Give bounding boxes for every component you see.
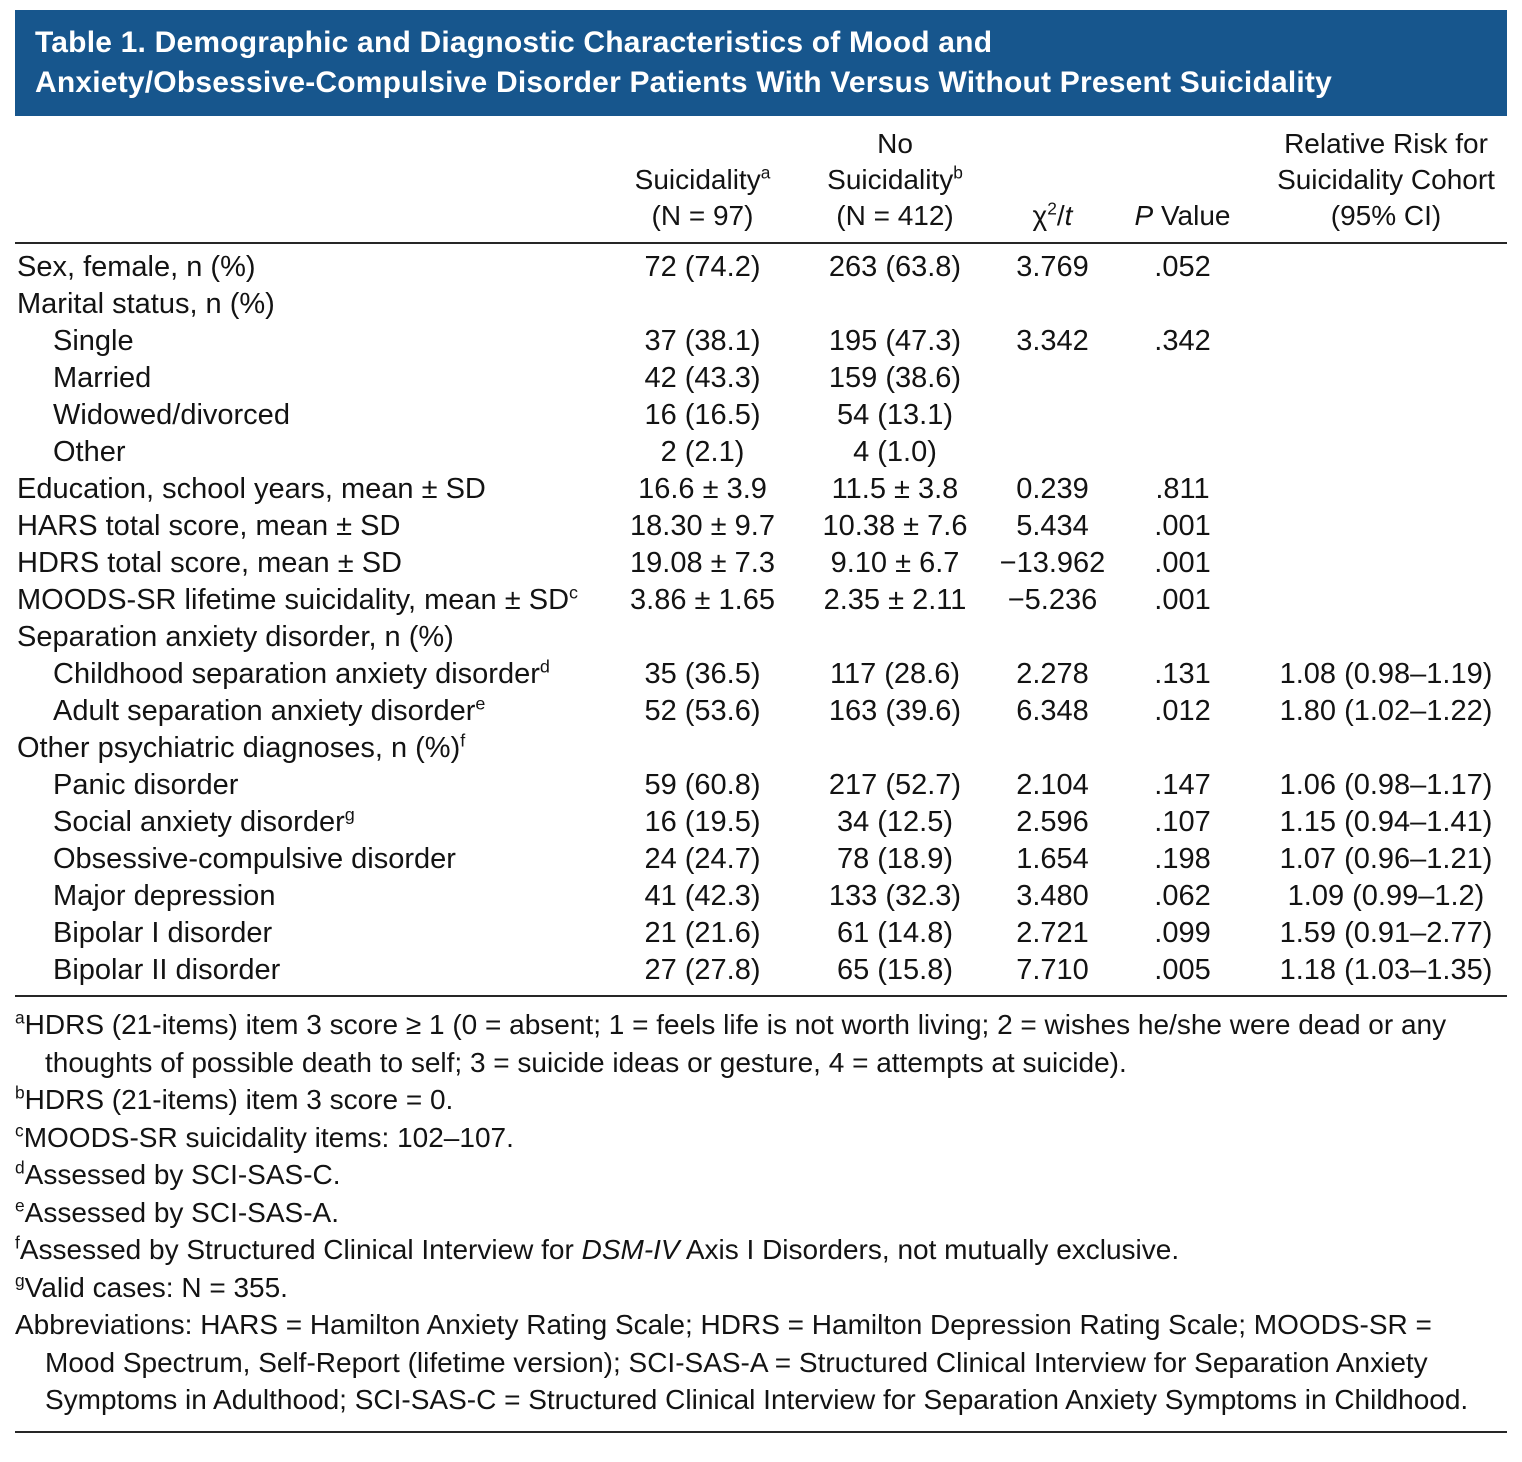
- table-row: [15, 545, 1507, 582]
- table-row: [15, 841, 1507, 878]
- table-row: [15, 286, 1507, 323]
- cell-p-value: .052: [1154, 251, 1211, 283]
- cell-p-value: .147: [1154, 769, 1211, 801]
- footnote-a: $^a$HDRS (21-items) item 3 score ≥ 1 (0 = absent; 1 = feels life is not worth living; 2 = wishes he/she were dead or any thoughts of possible death to self; 3 = suicide ideas or gesture, 4 = attempts at suicide).: [15, 1007, 1447, 1078]
- cell-suicidality: 72 (74.2): [644, 251, 761, 283]
- cell-no-suicidality: 217 (52.7): [828, 769, 962, 801]
- cell-chi2-t: 1.654: [1016, 843, 1089, 875]
- cell-suicidality: [600, 730, 805, 767]
- row-label: Other: [53, 436, 126, 468]
- cell-chi2-t: 0.239: [1016, 473, 1089, 505]
- cell-p-value: .131: [1154, 658, 1211, 690]
- column-header-line: $\chi^2/t$: [1032, 198, 1073, 231]
- table-row: [15, 360, 1507, 397]
- row-label: HARS total score, mean ± SD: [17, 510, 401, 542]
- row-label: Bipolar I disorder: [53, 917, 273, 949]
- cell-no-suicidality: 163 (39.6): [828, 695, 962, 727]
- column-header-p-value: [1120, 198, 1245, 234]
- cell-chi2-t: 3.480: [1016, 880, 1089, 912]
- cell-relative-risk: [1245, 323, 1507, 360]
- footnote-marker: c: [15, 1120, 24, 1141]
- footnote-marker: e: [15, 1195, 25, 1216]
- cell-chi2-t: 7.710: [1016, 954, 1089, 986]
- cell-relative-risk: [1245, 360, 1507, 397]
- cell-suicidality: 42 (43.3): [644, 362, 761, 394]
- column-header-line: Relative Risk for: [1284, 128, 1488, 159]
- cell-no-suicidality: 10.38 ± 7.6: [822, 510, 968, 542]
- cell-p-value: .062: [1154, 880, 1211, 912]
- cell-relative-risk: 1.07 (0.96–1.21): [1279, 843, 1493, 875]
- cell-chi2-t: [985, 286, 1120, 323]
- cell-relative-risk: [1245, 434, 1507, 471]
- row-label: Marital status, n (%): [17, 288, 275, 320]
- table-row: [15, 323, 1507, 360]
- cell-p-value: .005: [1154, 954, 1211, 986]
- cell-relative-risk: 1.59 (0.91–2.77): [1279, 917, 1493, 949]
- table-row: [15, 471, 1507, 508]
- cell-chi2-t: 2.278: [1016, 658, 1089, 690]
- column-header-line: Suicidality$^a$: [634, 162, 771, 195]
- row-label: Separation anxiety disorder, n (%): [17, 621, 454, 653]
- column-header-line: Suicidality$^b$: [827, 162, 963, 195]
- cell-suicidality: 35 (36.5): [644, 658, 761, 690]
- cell-relative-risk: [1245, 545, 1507, 582]
- cell-no-suicidality: 9.10 ± 6.7: [830, 547, 960, 579]
- cell-p-value: .342: [1154, 325, 1211, 357]
- cell-suicidality: 52 (53.6): [644, 695, 761, 727]
- table-row: [15, 730, 1507, 767]
- cell-chi2-t: [985, 360, 1120, 397]
- cell-suicidality: 16 (16.5): [644, 399, 761, 431]
- cell-chi2-t: −13.962: [999, 547, 1106, 579]
- footnote-marker: f: [15, 1232, 20, 1253]
- cell-p-value: .001: [1154, 584, 1211, 616]
- cell-no-suicidality: 11.5 ± 3.8: [831, 473, 959, 505]
- cell-relative-risk: 1.09 (0.99–1.2): [1287, 880, 1485, 912]
- cell-suicidality: 16.6 ± 3.9: [638, 473, 767, 505]
- table-row: [15, 508, 1507, 545]
- table-header-row: [15, 116, 1507, 244]
- cell-chi2-t: [985, 730, 1120, 767]
- footnote-c: $^c$MOODS-SR suicidality items: 102–107.: [15, 1120, 514, 1153]
- footnote-g: $^g$Valid cases: N = 355.: [15, 1270, 288, 1303]
- row-label: MOODS-SR lifetime suicidality, mean ± $SD^c$: [17, 582, 578, 616]
- column-header-line: No: [877, 128, 913, 159]
- cell-chi2-t: 3.342: [1016, 325, 1089, 357]
- row-label: Obsessive-compulsive disorder: [53, 843, 456, 875]
- cell-chi2-t: 6.348: [1016, 695, 1089, 727]
- cell-relative-risk: [1245, 508, 1507, 545]
- column-header-line: (N = 412): [836, 200, 954, 231]
- cell-p-value: .012: [1154, 695, 1211, 727]
- cell-p-value: .099: [1154, 917, 1211, 949]
- table-row: [15, 619, 1507, 656]
- cell-suicidality: 2 (2.1): [660, 436, 745, 468]
- row-label: Panic disorder: [53, 769, 239, 801]
- column-header-chi2-t: [985, 198, 1120, 234]
- cell-chi2-t: 5.434: [1016, 510, 1089, 542]
- row-label: Major depression: [53, 880, 276, 912]
- cell-chi2-t: 3.769: [1016, 251, 1089, 283]
- cell-chi2-t: [985, 619, 1120, 656]
- row-label: Other psychiatric diagnoses, n (%)$^f$: [17, 730, 466, 764]
- cell-relative-risk: [1245, 471, 1507, 508]
- cell-relative-risk: 1.15 (0.94–1.41): [1279, 806, 1493, 838]
- table-row: [15, 434, 1507, 471]
- cell-relative-risk: [1245, 619, 1507, 656]
- column-header-suicidality: [600, 162, 805, 234]
- cell-no-suicidality: 61 (14.8): [836, 917, 954, 949]
- cell-p-value: [1120, 360, 1245, 397]
- row-label: Married: [53, 362, 152, 394]
- row-label: Bipolar II disorder: [53, 954, 281, 986]
- column-header-line: (N = 97): [651, 200, 754, 231]
- cell-relative-risk: 1.18 (1.03–1.35): [1279, 954, 1493, 986]
- table-row: [15, 397, 1507, 434]
- row-label: HDRS total score, mean ± SD: [17, 547, 402, 579]
- cell-p-value: .001: [1154, 547, 1211, 579]
- column-header-line: Suicidality Cohort: [1277, 164, 1495, 195]
- cell-relative-risk: [1245, 730, 1507, 767]
- footnote-marker: g: [15, 1270, 25, 1291]
- table-row: [15, 582, 1507, 619]
- cell-chi2-t: [985, 397, 1120, 434]
- cell-no-suicidality: 2.35 ± 2.11: [823, 584, 967, 616]
- cell-relative-risk: [1245, 286, 1507, 323]
- cell-no-suicidality: [805, 286, 985, 323]
- cell-suicidality: 59 (60.8): [644, 769, 761, 801]
- table-row: [15, 804, 1507, 841]
- cell-no-suicidality: [805, 619, 985, 656]
- column-header-relative-risk: [1245, 126, 1507, 234]
- cell-p-value: [1120, 397, 1245, 434]
- cell-chi2-t: 2.104: [1016, 769, 1089, 801]
- cell-suicidality: 3.86 ± 1.65: [630, 584, 775, 616]
- cell-no-suicidality: 195 (47.3): [828, 325, 962, 357]
- row-label: Sex, female, n (%): [17, 251, 256, 283]
- cell-chi2-t: [985, 434, 1120, 471]
- footnote-marker: a: [15, 1007, 25, 1028]
- cell-p-value: .198: [1154, 843, 1211, 875]
- cell-no-suicidality: 4 (1.0): [853, 436, 937, 468]
- cell-suicidality: [600, 619, 805, 656]
- table-row: [15, 952, 1507, 989]
- table-row: [15, 693, 1507, 730]
- row-label: Childhood separation anxiety disorder$^d$: [53, 656, 550, 690]
- cell-no-suicidality: 34 (12.5): [836, 806, 954, 838]
- cell-suicidality: 27 (27.8): [644, 954, 761, 986]
- cell-no-suicidality: 78 (18.9): [836, 843, 954, 875]
- cell-no-suicidality: 133 (32.3): [828, 880, 962, 912]
- cell-p-value: [1120, 730, 1245, 767]
- table-row: [15, 915, 1507, 952]
- column-header-line: (95% CI): [1330, 200, 1442, 231]
- cell-p-value: .001: [1154, 510, 1211, 542]
- row-label: Education, school years, mean ± SD: [17, 473, 486, 505]
- cell-p-value: [1120, 286, 1245, 323]
- footnote-marker: d: [15, 1157, 25, 1178]
- cell-relative-risk: [1245, 249, 1507, 286]
- cell-p-value: [1120, 619, 1245, 656]
- table-row: [15, 767, 1507, 804]
- cell-p-value: [1120, 434, 1245, 471]
- table-title-line2: Anxiety/Obsessive-Compulsive Disorder Patients With Versus Without Present Suicidality: [35, 66, 1333, 99]
- cell-p-value: .811: [1155, 473, 1210, 505]
- cell-no-suicidality: 263 (63.8): [828, 251, 962, 283]
- cell-relative-risk: 1.06 (0.98–1.17): [1279, 769, 1493, 801]
- cell-no-suicidality: 65 (15.8): [836, 954, 954, 986]
- row-label: Social anxiety disorder$^g$: [53, 804, 355, 838]
- cell-suicidality: 21 (21.6): [644, 917, 761, 949]
- cell-suicidality: 24 (24.7): [644, 843, 761, 875]
- table-row: [15, 249, 1507, 286]
- cell-suicidality: 16 (19.5): [644, 806, 761, 838]
- cell-chi2-t: 2.721: [1016, 917, 1089, 949]
- cell-relative-risk: [1245, 397, 1507, 434]
- cell-suicidality: 18.30 ± 9.7: [630, 510, 775, 542]
- cell-suicidality: 37 (38.1): [644, 325, 761, 357]
- table-title-line1: Table 1. Demographic and Diagnostic Characteristics of Mood and: [35, 26, 993, 59]
- cell-no-suicidality: [805, 730, 985, 767]
- cell-no-suicidality: 117 (28.6): [829, 658, 961, 690]
- table-title-bar: [15, 10, 1507, 116]
- footnote-b: $^b$HDRS (21-items) item 3 score = 0.: [15, 1082, 454, 1115]
- table-row: [15, 878, 1507, 915]
- cell-suicidality: 41 (42.3): [644, 880, 761, 912]
- table-row: [15, 656, 1507, 693]
- cell-relative-risk: [1245, 582, 1507, 619]
- footnote-abbreviations: Abbreviations: HARS = Hamilton Anxiety Rating Scale; HDRS = Hamilton Depression Rating Scale; MOODS-SR = Mood Spectrum, Self-Report (lifetime version); SCI-SAS-A = Structured Clinical Interview for Separation Anxiety Symptoms in Adulthood; SCI-SAS-C = Structured Clinical Interview for Separation Anxiety Symptoms in Childhood.: [15, 1309, 1469, 1415]
- footnote-e: $^e$Assessed by SCI-SAS-A.: [15, 1195, 339, 1228]
- cell-no-suicidality: 54 (13.1): [836, 399, 954, 431]
- cell-relative-risk: 1.80 (1.02–1.22): [1279, 695, 1493, 727]
- footnote-marker: b: [15, 1082, 25, 1103]
- column-header-no-suicidality: [805, 126, 985, 234]
- cell-p-value: .107: [1154, 806, 1211, 838]
- cell-relative-risk: 1.08 (0.98–1.19): [1279, 658, 1493, 690]
- cell-chi2-t: −5.236: [1007, 584, 1098, 616]
- table-body: [15, 244, 1507, 997]
- row-label: Widowed/divorced: [53, 399, 290, 431]
- cell-suicidality: [600, 286, 805, 323]
- cell-chi2-t: 2.596: [1016, 806, 1089, 838]
- column-header-line: P Value: [1134, 200, 1231, 231]
- row-label: Adult separation anxiety disorder$^e$: [53, 693, 486, 727]
- cell-no-suicidality: 159 (38.6): [828, 362, 962, 394]
- table-footnotes: [15, 997, 1507, 1433]
- cell-suicidality: 19.08 ± 7.3: [630, 547, 775, 579]
- footnote-f: $^f$Assessed by Structured Clinical Interview for DSM-IV Axis I Disorders, not mutually exclusive.: [15, 1232, 1180, 1265]
- row-label: Single: [53, 325, 134, 357]
- footnote-d: $^d$Assessed by SCI-SAS-C.: [15, 1157, 341, 1190]
